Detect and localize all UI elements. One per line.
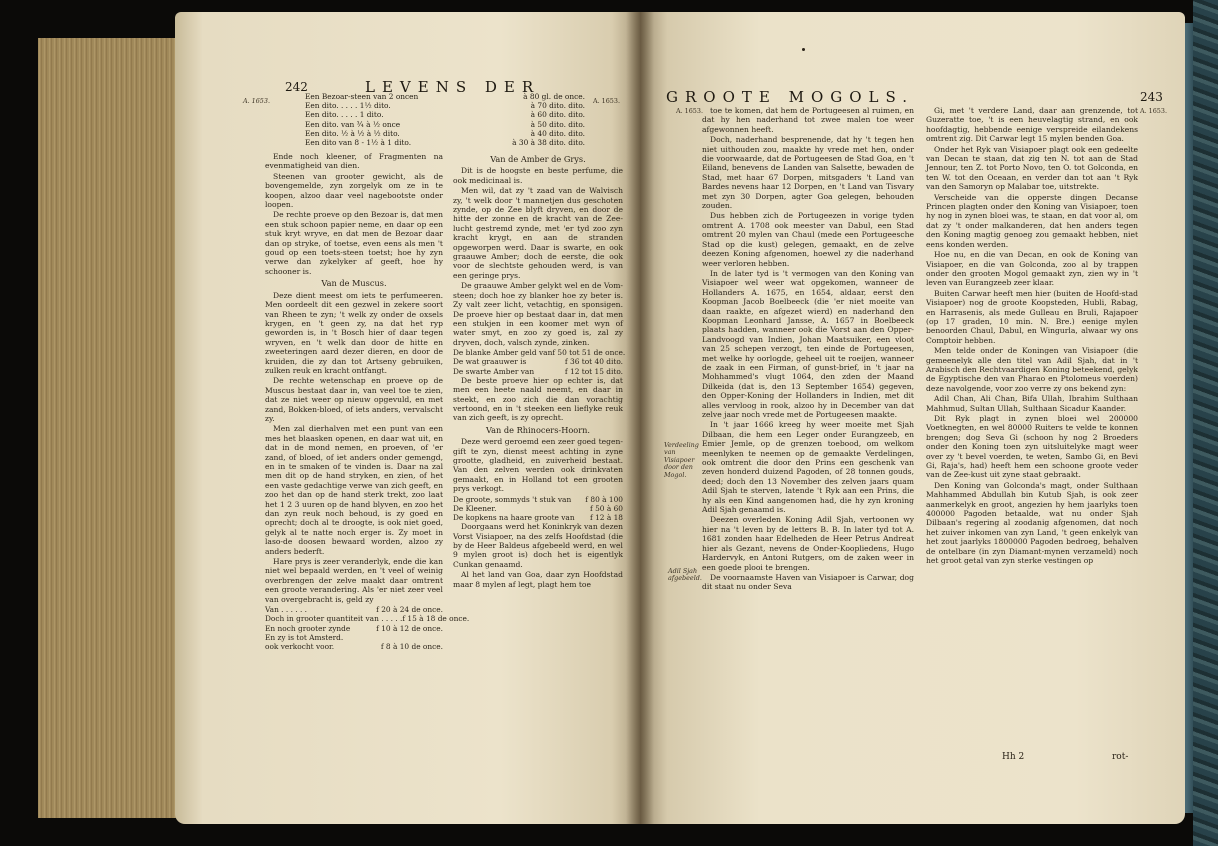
price-value: f 10 à 12 de once. [376, 623, 443, 633]
price-label: Een dito. . . . . 1 dito. [305, 110, 384, 120]
price-label: Doch in grooter quantiteit van . . . . . [265, 614, 403, 624]
signature-mark: Hh 2 [1002, 752, 1025, 762]
price-label: De kopkens na haare groote van [453, 513, 575, 523]
price-label: ook verkocht voor. [265, 641, 335, 651]
paragraph: toe te komen, dat hem de Portugeesen al ruimen, en dat hy hen naderhand tot zwee malen toe weer afgewonnen heeft. [702, 106, 914, 134]
right-column-2 [926, 106, 1138, 567]
paragraph: Deezen overleden Koning Adil Sjah, vertoonen wy hier na 't leven by de letters B. B. In later tyd tot A. 1681 zonden haar Edelheden de Heer Petrus Andreat hier als Gezant, nevens de Onder-Koopliedens, Hugo Hardervyk, en Antoni Rutgers, om de zaken weer in een goede plooi te brengen. [702, 515, 914, 572]
price-label: Van . . . . . . [265, 605, 308, 615]
price-label: De blanke Amber geld van [453, 348, 553, 358]
price-value: à 40 dito. dito. [530, 128, 585, 138]
paragraph: Gi, met 't verdere Land, daar aan grenzende, tot Guzeratte toe, 't is een heuvelagtig strand, en ook hoofdagtig, hebbende eenige verspreide eilandekens omtrent zig. Dit Carwar legt 15 mylen benden Goa. [926, 106, 1138, 144]
left-column-2 [453, 152, 626, 590]
paragraph: Buiten Carwar heeft men hier (buiten de Hoofd-stad Visiapoer) nog de groote Koopsteden, Hubli, Rabag, en Harrasenis, als mede Gulleau en Bruli, Rajapoer (op 17 graden, 10 min. N. Bre.) eenige mylen benoorden Chaul, Dabul, en Wingurla, alwaar wy ons Comptoir hebben. [926, 288, 1138, 345]
paragraph: Deze dient meest om iets te perfumeeren. Men oordeelt dit een gezwel in zekere soort van Rheen te zyn; 't welk zy onder de oxsels krygen, en 't geen zy, na dat het ryp geworden is, in 't Bosch hier of daar tegen wryven, en 't welk dan door de hitte en zweeteringen aard dezer dieren, en door de kruiden, die zy dan tot Artseny gebruiken, zulken reuk en kracht ontfangt. [265, 290, 443, 375]
rhinoceros-price-list [453, 495, 623, 523]
price-row [453, 348, 626, 358]
price-label: De Kleener. [453, 503, 497, 513]
price-label: Een dito. van ¾ à ½ once [305, 119, 401, 129]
paragraph: De voornaamste Haven van Visiapoer is Carwar, dog dit staat nu onder Seva [702, 572, 914, 592]
margin-note-adil-sjah: Adil Sjah afgebeeld. [668, 567, 702, 583]
section-heading: Van de Rhinocers-Hoorn. [486, 424, 590, 435]
year-note-right-outer: A. 1653. [1140, 107, 1167, 115]
price-row [453, 367, 623, 376]
price-row [453, 495, 623, 504]
paragraph: Dus hebben zich de Portugeezen in vorige tyden omtrent A. 1708 ook meester van Dabul, een Stad omtrent 20 mylen van Chaul (mede een Portugeesche Stad op die kust) gelegen, gemaakt, en de zelve deezen Koning afgenomen, hoewel zy die naderhand weer verloren hebben. [702, 211, 914, 268]
price-label: Een dito van 8 - 1½ à 1 dito. [305, 138, 412, 148]
paragraph: In de later tyd is 't vermogen van den Koning van Visiapoer wel weer wat opgekomen, wanneer de Hollanders A. 1675, en 1654, aldaar, eerst den Koopman Jacob Boelbeeck (die 'er niet moeite van daan raakte, en afgezet wierd) en naderhand den Koopman Leonhard Jansse, A. 1657 in Boelbeeck plaats hadden, wanneer ook die Vorst aan den Opper-Landvoogd van Indien, Johan Maatsuiker, een vloot van 25 schepen verzogt, ten einde de Portugeesen, met welke hy oorlogde, geheel uit te roeijen, wanneer de zaak in een Firman, of gunst-brief, in 't jaar na Mohhammed's vlugt 1064, den zden der Maand Dilkeida (dat is, den 13 September 1654) gegeven, den Opper-Koning der Hollanders in Indien, met dit alles vervloog in rook, alzoo hy in December van dat zelve jaar noch vrede met de Portugeesen maakte. [702, 268, 914, 419]
price-value: à 70 dito. dito. [530, 101, 585, 111]
book-gutter [626, 12, 654, 824]
bezoar-price-table [305, 92, 585, 147]
price-value: f 12 à 18 [590, 513, 623, 523]
left-column-1 [265, 152, 470, 651]
margin-note-verdeeling: Verdeeling van Visiapoer door den Mogol. [664, 441, 699, 479]
running-head-right: GROOTE MOGOLS. [666, 88, 914, 106]
page-number-right: 243 [1140, 90, 1163, 104]
book-cover-edge [1193, 0, 1218, 846]
price-row [453, 504, 623, 513]
price-row [265, 614, 470, 624]
page-number-left: 242 [285, 80, 308, 94]
paragraph: Dit is de hoogste en beste perfume, die ook medicinaal is. [453, 166, 623, 185]
muscus-price-list [265, 605, 470, 651]
paragraph: Hare prys is zeer veranderlyk, ende die kan niet wel bepaald werden, en 't veel of weinig overbrengen der zelve maakt daar omtrent een groote verandering. Als 'er niet zeer veel van overgebracht is, geld zy [265, 557, 443, 604]
left-page [175, 12, 640, 824]
price-value: f 80 à 100 [585, 494, 623, 504]
price-label: Een dito. . . . . 1½ dito. [305, 101, 391, 111]
price-value: f 50 à 60 [590, 503, 623, 513]
paragraph: Men telde onder de Koningen van Visiapoer (die gemeenelyk alle den titel van Adil Sjah, dat in 't Arabisch den Rechtvaardigen Koning beteekend, gelyk de Egyptische den van Pharao en Ptolomeus voerden) deze navolgende, voor zoo verre zy ons bekend zyn: [926, 346, 1138, 393]
price-row [305, 92, 585, 101]
price-label: De groote, sommyds 't stuk van [453, 494, 572, 504]
paragraph: Steenen van grooter gewicht, als de bovengemelde, zyn zorgelyk om ze in te koopen, alzoo daar veel nagebootste onder loopen. [265, 171, 443, 210]
paragraph: Ende noch kleener, of Fragmenten na evenmatigheid van dien. [265, 152, 443, 171]
price-value: à 30 à 38 dito. dito. [512, 138, 585, 148]
price-label: En zy is tot Amsterd. [265, 632, 344, 642]
page-edges-left [38, 38, 188, 818]
price-label: Een dito. ½ à ½ à ½ dito. [305, 128, 400, 138]
price-row [265, 633, 443, 642]
year-note-left-outer: A. 1653. [593, 97, 620, 105]
paragraph: In 't jaar 1666 kreeg hy weer moeite met Sjah Dilbaan, die hem een Leger onder Eurangzeeb, en Emier Jemle, op de grenzen toebood, om welkom meenlyken te neemen op de gemaakte Verdelingen, ook omtrent die door den Prins een geschenk van zeven honderd duizend Pagoden, of 28 tonnen gouds, deed; doch den 13 November des zelven jaars quam Adil Sjah te sterven, latende 't Ryk aan een Prins, die hy als een Kind aangenomen had, die hy zyn kroning Adil Sjah genaamd is. [702, 420, 914, 515]
running-head-left: LEVENS DER [365, 78, 541, 96]
price-row [305, 101, 585, 110]
price-label: En noch grooter zynde [265, 623, 351, 633]
paragraph: Doch, naderhand besprenende, dat hy 't tegen hen niet uithouden zou, maakte hy vrede met hen, onder die voorwaarde, dat de Portugeesen de Stad Goa, en 't Eiland, benevens de Landen van Salsette, bewaden de Stad, met haar 67 Dorpen, mitsgaders 't Land van Bardes nevens haar 12 Dorpen, en 't Land van Tisvary met zyn 30 Dorpen, agter Goa gelegen, behouden zouden. [702, 135, 914, 211]
paragraph: De rechte wetenschap en proeve op de Muscus bestaat daar in, van veel toe te zien, dat ze niet weer op nieuw opgevuld, en met zand, Bokken-bloed, of iets anders, vervalscht zy. [265, 376, 443, 423]
price-row [265, 624, 443, 633]
paragraph: De graauwe Amber gelykt wel en de Vom-steen; doch hoe zy blanker hoe zy beter is. Zy valt zeer licht, vetachtig, en sponsigen. De proeve hier op bestaat daar in, dat men een stukjen in een koomer met wyn of water smyt, en zoo zy goed is, zal zy dryven, doch, valsch zynde, zinken. [453, 281, 623, 347]
price-label: Een Bezoar-steen van 2 oncen [305, 92, 419, 101]
price-row [305, 129, 585, 138]
price-label: De swarte Amber van [453, 366, 535, 376]
paragraph: Hoe nu, en die van Decan, en ook de Koning van Visiapoer, en die van Golconda, zoo al by trappen onder den grooten Mogol gemaakt zyn, zien wy in 't leven van Eurangzeeb zeer klaar. [926, 250, 1138, 288]
paragraph: Onder het Ryk van Visiapoer plagt ook een gedeelte van Decan te staan, dat zig ten N. tot aan de Stad Jennour, ten Z. tot Porto Novo, ten O. tot Golconda, en ten W. tot den Oceaan, en verder dan tot aan 't Ryk van den Samoryn op Malabar toe, uitstrekte. [926, 144, 1138, 192]
price-row [265, 642, 443, 651]
paragraph: Men zal dierhalven met een punt van een mes het blaasken openen, en daar wat uit, en dat in de mond nemen, en proeven, of 'er zand, of bloed, of iet anders onder gemengd, en in te smaken of te vinden is. Daar na zal men dit op de hand stryken, en zien, of het een vaste gedachtige verwe van zich geeft, en zoo het dan op de hand sterk trekt, zoo laat het 1 2 3 uuren op de hand blyven, en zoo het dan zyn reuk noch behoud, is zy goed en oprecht; doch al te droogte, is ook niet goed, gelyk al te natte noch erger is. Zy moet in laso-de doosen bewaard worden, alzoo zy anders bederft. [265, 424, 443, 556]
price-value: f 50 tot 51 de once. [552, 348, 626, 358]
paragraph: Al het land van Goa, daar zyn Hoofdstad maar 8 mylen af legt, plagt hem toe [453, 570, 623, 589]
paragraph: De beste proeve hier op echter is, dat men een heete naald neemt, en daar in steekt, en zoo zich die dan vorachtig vertoond, en in 't steeken een lieflyke reuk van zich geeft, is zy oprecht. [453, 375, 623, 423]
price-value: f 20 à 24 de once. [376, 605, 443, 615]
price-row [305, 120, 585, 129]
price-value: à 50 dito. dito. [530, 119, 585, 129]
amber-price-list [453, 348, 626, 376]
catchword: rot- [1112, 752, 1129, 762]
paragraph: Doorgaans werd het Koninkryk van dezen Vorst Visiapoer, na des zelfs Hoofdstad (die by de Heer Baldeus afgebeeld werd, en wel 9 mylen groot is) doch het is eigentlyk Cunkan genaamd. [453, 522, 623, 569]
section-heading: Van de Muscus. [321, 278, 387, 289]
price-row [453, 513, 623, 522]
right-page [640, 12, 1185, 824]
right-column-1 [702, 106, 914, 593]
price-row [453, 357, 623, 366]
year-note-right-inner: A. 1653. [676, 107, 703, 115]
price-value: à 60 dito. dito. [530, 110, 585, 120]
price-value: à 80 gl. de once. [523, 92, 585, 101]
price-row [265, 605, 443, 614]
paragraph: Deze werd geroemd een zeer goed tegen-gift te zyn, dienst meest achting in zyne grootte, gladheid, en zuiverheid bestaat. Van den zelven werden ook drinkvaten gemaakt, en in Holland tot een grooten prys verkogt. [453, 437, 623, 494]
price-label: De wat graauwer is [453, 357, 527, 367]
paragraph: Dit Ryk plagt in zynen bloei wel 200000 Voetknegten, en wel 80000 Ruiters te velde te konnen brengen; dog Seva Gi (schoon hy nog 2 Broeders onder den Koning toen zyn uitsluitelyke magt weer over zy 't bevel voerden, te weten, Sambo Gi, en Bevi Gi, Raja's, had) heeft hem een schoone groote veder van de Zee-kust uit zyne staat gebraakt. [926, 414, 1138, 480]
price-value: f 15 à 18 de once. [402, 614, 470, 624]
ink-dot [802, 48, 805, 51]
price-value: f 12 tot 15 dito. [564, 366, 623, 376]
price-row [305, 138, 585, 147]
price-value: f 8 à 10 de once. [380, 641, 443, 651]
paragraph: Den Koning van Golconda's magt, onder Sulthaan Mahhammed Abdullah bin Kutub Sjah, is ook zeer aanmerkelyk en groot, angezien hy hem jaarlyks toen 400000 Pagoden betaalde, wat nu onder Sjah Dilbaan's regering al zoodanig afgenomen, dat noch het zuiver inkomen van zyn Land, 't geen enkelyk van het zout jaarlyks 1800000 Pagoden bedroeg, behalven de ontelbare (in zyn Diamant-mynen verzameld) noch het groot getal van zyn sterke vestingen op [926, 480, 1138, 566]
section-heading: Van de Amber de Grys. [490, 154, 586, 164]
paragraph: Verscheide van die opperste dingen Decanse Princen plagten onder den Koning van Visiapoer, toen hy nog in zynen bloei was, te staan, en dat voor al, om dat zy 't onder malkanderen, dat hen anders tegen den Koning magtig genoeg zou gemaakt hebben, niet eens konden werden. [926, 192, 1138, 249]
paragraph: Men wil, dat zy 't zaad van de Walvisch zy, 't welk door 't mannetjen dus geschoten zynde, op de Zee blyft dryven, en door de hitte der zonne en de kracht van de Zee-lucht gestremd zynde, met 'er tyd zoo zyn kracht krygt, en aan de stranden opgeworpen werd. Daar is swarte, en ook graauwe Amber; doch de eerste, die ook voor de slechtste gehouden werd, is van een geringe prys. [453, 186, 623, 280]
price-value: f 36 tot 40 dito. [564, 357, 623, 367]
price-row [305, 110, 585, 119]
paragraph: Adil Chan, Ali Chan, Bifa Ullah, Ibrahim Sulthaan Mahhmud, Sultan Ullah, Sulthaan Sicadur Kaander. [926, 394, 1138, 413]
paragraph: De rechte proeve op den Bezoar is, dat men een stuk schoon papier neme, en daar op een stuk kryt wryve, en dat men de Bezoar daar dan op stryke, of toetse, even eens als men 't goud op een toets-steen toetst; hoe hy zyn verwe dan zykelyker af geeft, hoe hy schooner is. [265, 210, 443, 276]
year-note-left: A. 1653. [243, 97, 270, 105]
